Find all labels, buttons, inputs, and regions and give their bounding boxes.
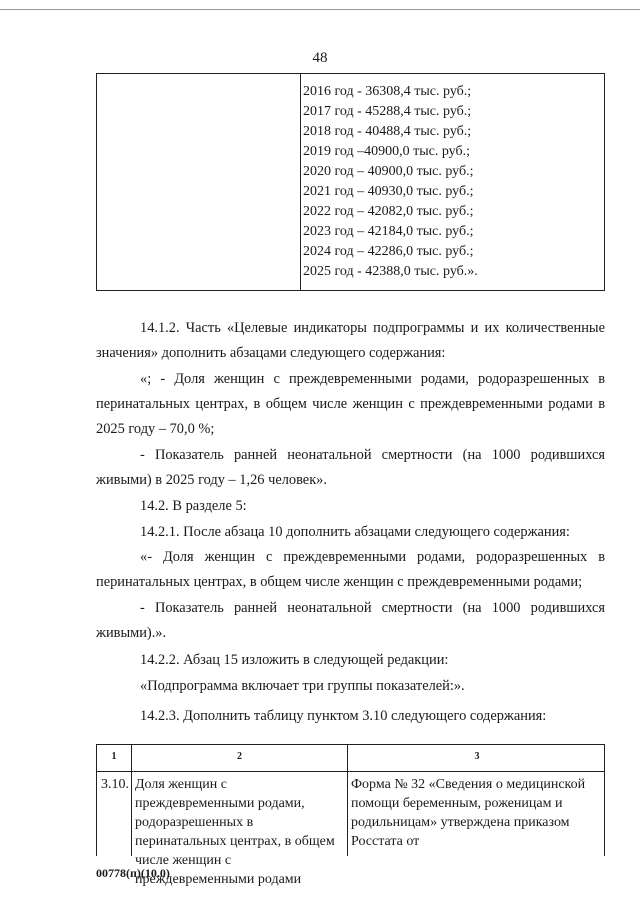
column-header-1: 1	[111, 751, 117, 762]
page-number: 48	[312, 50, 328, 66]
funding-line: 2023 год – 42184,0 тыс. руб.;	[303, 224, 474, 239]
column-header-2: 2	[237, 751, 242, 762]
footer-code: 00778(п)(10.0)	[96, 866, 170, 880]
paragraph-quote-share: «; - Доля женщин с преждевременными родами, родоразрешенных в перинатальных центрах, в общем числе женщин с преждевременными родами в 2025 году – 70,0 %;	[96, 371, 605, 437]
paragraph-14-2-1: 14.2.1. После абзаца 10 дополнить абзацами следующего содержания:	[140, 524, 570, 540]
funding-line: 2021 год – 40930,0 тыс. руб.;	[303, 184, 474, 199]
funding-line: 2024 год – 42286,0 тыс. руб.;	[303, 244, 474, 259]
funding-line: 2016 год - 36308,4 тыс. руб.;	[303, 84, 472, 99]
paragraph-quote-share-2: «- Доля женщин с преждевременными родами, родоразрешенных в перинатальных центрах, в общем числе женщин с преждевременными родами;	[96, 549, 605, 590]
paragraph-14-2-3: 14.2.3. Дополнить таблицу пунктом 3.10 следующего содержания:	[140, 708, 547, 724]
source-cell: Форма № 32 «Сведения о медицинской помощи беременным, роженицам и родильницам» утверждена приказом Росстата от	[351, 777, 586, 849]
funding-line: 2025 год - 42388,0 тыс. руб.».	[303, 264, 478, 279]
indicator-cell: Доля женщин с преждевременными родами, родоразрешенных в перинатальных центрах, в общем числе женщин с преждевременными родами	[135, 777, 335, 887]
column-header-3: 3	[474, 751, 480, 762]
paragraph-14-2-2: 14.2.2. Абзац 15 изложить в следующей редакции:	[140, 652, 449, 668]
paragraph-14-1-2: 14.1.2. Часть «Целевые индикаторы подпрограммы и их количественные значения» дополнить абзацами следующего содержания:	[96, 320, 605, 361]
funding-lines	[303, 82, 478, 282]
paragraph-quote-mortality-2: - Показатель ранней неонатальной смертности (на 1000 родившихся живыми).».	[96, 600, 605, 641]
funding-line: 2018 год - 40488,4 тыс. руб.;	[303, 124, 472, 139]
paragraph-14-2: 14.2. В разделе 5:	[140, 498, 247, 514]
paragraph-quote-mortality: - Показатель ранней неонатальной смертности (на 1000 родившихся живыми) в 2025 году – 1,26 человек».	[96, 447, 605, 488]
funding-line: 2022 год – 42082,0 тыс. руб.;	[303, 204, 474, 219]
table-header-rule	[97, 771, 604, 772]
funding-line: 2017 год - 45288,4 тыс. руб.;	[303, 104, 472, 119]
funding-table	[96, 73, 605, 291]
scan-top-edge	[0, 9, 640, 10]
row-number: 3.10.	[101, 777, 129, 792]
funding-line: 2020 год – 40900,0 тыс. руб.;	[303, 164, 474, 179]
table-divider	[300, 74, 301, 290]
paragraph-quote-groups: «Подпрограмма включает три группы показателей:».	[140, 678, 465, 694]
funding-line: 2019 год –40900,0 тыс. руб.;	[303, 144, 470, 159]
